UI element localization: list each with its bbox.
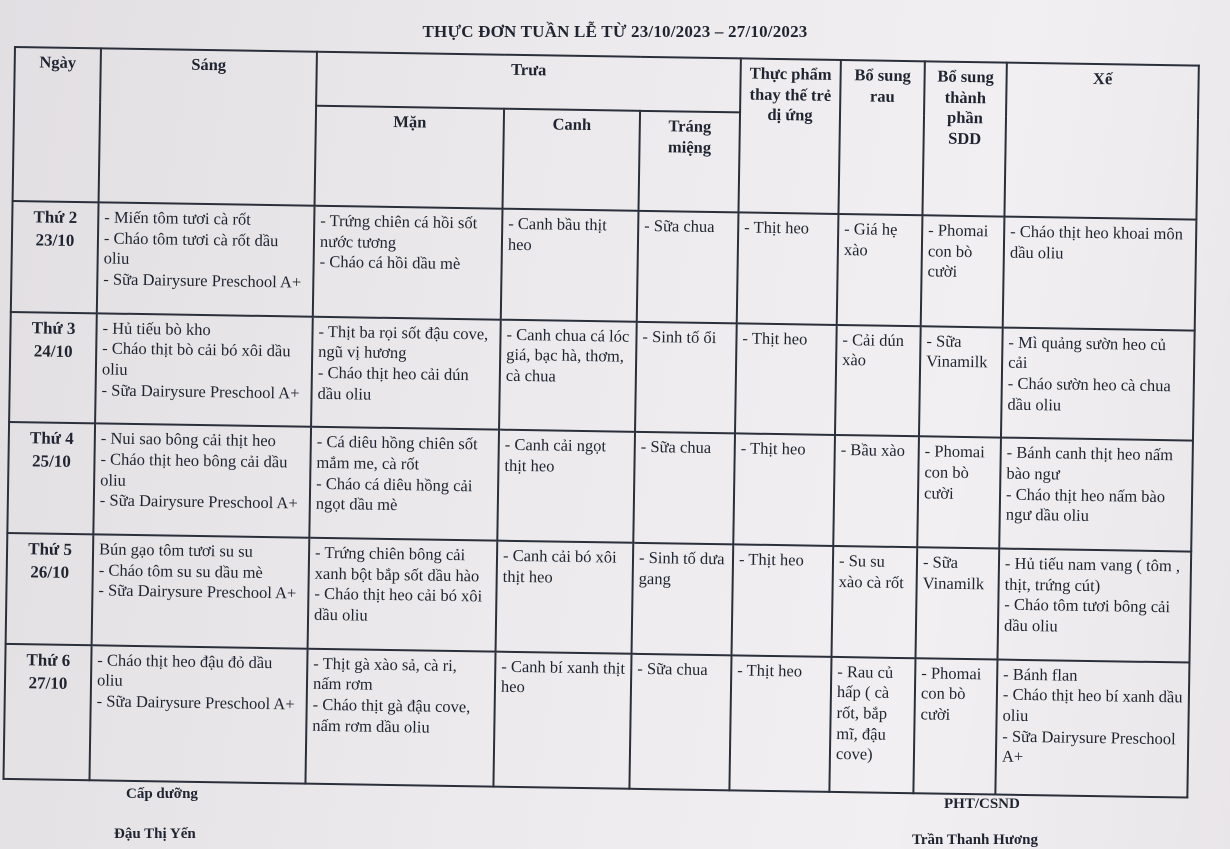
menu-table — [2, 46, 1199, 799]
footer-left-name: Đậu Thị Yến — [114, 826, 196, 842]
day-date: 25/10 — [31, 451, 71, 472]
menu-item: - Sữa Dairysure Preschool A+ — [101, 379, 300, 403]
cell-trang-mieng — [633, 432, 735, 544]
menu-item: - Thịt heo — [742, 328, 808, 349]
menu-item: - Cháo cá hồi dầu mè — [319, 252, 461, 274]
menu-item: - Sữa Dairysure Preschool A+ — [1001, 726, 1176, 767]
menu-item: - Mì quảng sườn heo củ cải — [1008, 332, 1167, 373]
cell-man — [308, 538, 498, 652]
menu-item: - Hủ tiếu nam vang ( tôm , thịt, trứng cút) — [1004, 553, 1181, 595]
cell-bo-sung-sdd — [913, 658, 997, 795]
cell-sang — [97, 202, 315, 316]
menu-item: - Nui sao bông cải thịt heo — [100, 428, 277, 451]
menu-item: - Phomai con bò cười — [923, 441, 985, 503]
menu-item: - Sinh tố dưa gang — [638, 547, 725, 588]
cell-thuc-pham — [735, 323, 837, 435]
cell-thuc-pham — [737, 212, 839, 324]
menu-item: - Canh chua cá lóc giá, bạc hà, thơm, cà chua — [505, 324, 630, 386]
menu-title: THỰC ĐƠN TUẦN LỄ TỪ 23/10/2023 – 27/10/2023 — [422, 22, 808, 41]
menu-item: - Cháo thịt heo cải bó xôi dầu oliu — [313, 584, 483, 625]
table-row — [6, 533, 1192, 662]
cell-sang — [89, 645, 307, 784]
header-ngay: Ngày — [13, 47, 101, 202]
menu-item: - Sữa Dairysure Preschool A+ — [98, 580, 297, 603]
menu-item: - Canh bí xanh thịt heo — [500, 656, 626, 697]
cell-man — [305, 648, 495, 786]
menu-item: - Trứng chiên bông cải xanh bột bắp sốt dầu hào — [314, 542, 480, 585]
menu-item: - Canh cải bó xôi thịt heo — [502, 545, 617, 587]
cell-day — [11, 201, 99, 313]
cell-xe — [1003, 217, 1197, 331]
day-date: 26/10 — [30, 562, 70, 582]
menu-item: - Sữa Dairysure Preschool A+ — [103, 269, 302, 292]
cell-man — [311, 316, 501, 430]
table-row — [9, 312, 1195, 441]
header-xe: Xế — [1004, 63, 1198, 220]
cell-bo-sung-rau — [837, 214, 923, 326]
menu-item: - Thịt heo — [738, 549, 804, 570]
footer-left-role: Cấp dưỡng — [126, 786, 198, 802]
menu-item: Bún gạo tôm tươi su su — [98, 539, 254, 561]
cell-day — [6, 533, 94, 645]
cell-thuc-pham — [733, 434, 835, 546]
menu-item: - Bánh flan — [1003, 664, 1078, 685]
header-man: Mặn — [315, 106, 505, 209]
cell-bo-sung-rau — [835, 325, 921, 437]
header-canh: Canh — [503, 109, 641, 211]
cell-thuc-pham — [729, 655, 831, 792]
day-label: Thứ 6 — [26, 649, 71, 670]
menu-item: - Cháo cá diêu hồng cải ngọt dầu mè — [315, 473, 473, 515]
day-date: 24/10 — [33, 340, 73, 361]
menu-item: - Cháo thịt gà đậu cove, nấm rơm dầu oliu — [312, 694, 471, 737]
menu-item: - Cháo thịt heo nấm bào ngư dầu oliu — [1005, 484, 1166, 526]
cell-sang — [95, 313, 313, 427]
cell-trang-mieng — [637, 211, 739, 323]
cell-xe — [998, 549, 1192, 663]
menu-item: - Sữa Vinamilk — [926, 331, 988, 372]
menu-item: - Thịt heo — [744, 217, 810, 238]
menu-item: - Thịt gà xào sả, cà ri, nấm rơm — [312, 653, 458, 694]
menu-item: - Thịt ba rọi sốt đậu cove, ngũ vị hương — [318, 321, 489, 363]
menu-item: - Cháo thịt bò cải bó xôi dầu oliu — [101, 338, 291, 379]
menu-item: - Cháo tôm su su dầu mè — [98, 559, 263, 582]
header-thuc-pham: Thực phẩm thay thế trẻ dị ứng — [738, 58, 840, 214]
menu-item: - Sữa chua — [644, 215, 715, 237]
menu-item: - Cháo thịt heo bông cải dầu oliu — [100, 449, 288, 490]
menu-item: - Hủ tiếu bò kho — [102, 318, 211, 339]
menu-item: - Bầu xào — [840, 440, 906, 461]
cell-bo-sung-rau — [832, 546, 918, 658]
cell-bo-sung-sdd — [919, 326, 1003, 438]
menu-item: - Cháo thịt heo đậu đỏ dầu oliu — [96, 650, 273, 691]
menu-item: - Sữa chua — [640, 437, 712, 458]
menu-item: - Cá diêu hồng chiên sốt mắm me, cà rốt — [316, 432, 478, 474]
day-label: Thứ 2 — [33, 207, 78, 228]
menu-item: - Cháo tôm tươi bông cải dầu oliu — [1003, 594, 1171, 636]
cell-trang-mieng — [629, 653, 731, 790]
day-date: 27/10 — [28, 672, 68, 693]
menu-item: - Cháo sườn heo cà chua dầu oliu — [1007, 373, 1171, 415]
header-trang-mieng: Tráng miệng — [638, 111, 740, 213]
menu-item: - Rau củ hấp ( cà rốt, bắp mĩ, đậu cove) — [835, 661, 894, 764]
menu-item: - Miến tôm tươi cà rốt — [104, 207, 251, 229]
menu-item: - Thịt heo — [737, 660, 803, 681]
menu-item: - Canh bầu thịt heo — [507, 213, 607, 254]
cell-xe — [995, 659, 1189, 797]
menu-item: - Su su xào cà rốt — [838, 550, 904, 592]
cell-man — [313, 206, 503, 320]
cell-sang — [92, 534, 310, 648]
cell-trang-mieng — [632, 543, 734, 655]
menu-item: - Phomai con bò cười — [927, 220, 989, 282]
menu-item: - Cải dún xào — [842, 329, 905, 370]
menu-item: - Sữa Dairysure Preschool A+ — [96, 691, 295, 714]
menu-body — [3, 201, 1196, 798]
header-trua: Trưa — [316, 52, 741, 113]
cell-bo-sung-rau — [829, 657, 915, 794]
cell-canh — [496, 541, 634, 654]
cell-xe — [999, 438, 1193, 552]
menu-item: - Thịt heo — [740, 438, 806, 459]
day-date: 23/10 — [35, 230, 75, 250]
menu-item: - Trứng chiên cá hồi sốt nước tương — [319, 210, 478, 252]
menu-item: - Sữa Dairysure Preschool A+ — [99, 490, 298, 513]
header-sang: Sáng — [99, 48, 317, 205]
day-label: Thứ 5 — [28, 539, 73, 559]
menu-item: - Cháo thịt heo bí xanh dầu oliu — [1002, 684, 1183, 725]
cell-sang — [93, 424, 311, 538]
cell-thuc-pham — [732, 544, 834, 656]
cell-bo-sung-sdd — [921, 215, 1005, 327]
footer-right-role: PHT/CSND — [944, 796, 1020, 812]
menu-item: - Sữa chua — [637, 658, 708, 679]
header-bo-sung-rau: Bổ sung rau — [838, 60, 924, 215]
menu-item: - Sữa Vinamilk — [922, 552, 985, 593]
cell-day — [9, 312, 97, 424]
footer-right-name: Trần Thanh Hương — [912, 832, 1038, 848]
menu-item: - Cháo tôm tươi cà rốt dầu oliu — [103, 228, 279, 269]
day-label: Thứ 3 — [31, 317, 76, 338]
day-label: Thứ 4 — [29, 428, 74, 449]
cell-canh — [497, 430, 635, 543]
cell-day — [7, 422, 95, 534]
table-row — [11, 201, 1197, 330]
cell-man — [309, 427, 499, 541]
cell-canh — [499, 319, 637, 432]
cell-bo-sung-sdd — [917, 437, 1001, 549]
menu-item: - Giá hẹ xào — [843, 219, 898, 260]
cell-day — [3, 644, 91, 781]
menu-item: - Cháo thịt heo khoai môn dầu oliu — [1009, 221, 1184, 263]
table-row — [7, 422, 1193, 551]
cell-xe — [1001, 327, 1195, 441]
cell-bo-sung-sdd — [916, 547, 1000, 659]
menu-item: - Bánh canh thịt heo nấm bào ngư — [1006, 442, 1174, 484]
menu-table-wrapper — [2, 46, 1197, 799]
menu-item: - Sinh tố ổi — [642, 326, 717, 347]
table-row — [3, 644, 1189, 798]
cell-trang-mieng — [635, 321, 737, 433]
header-bo-sung-sdd: Bổ sung thành phần SDD — [922, 61, 1006, 216]
menu-item: - Canh cải ngọt thịt heo — [504, 435, 607, 476]
menu-item: - Cháo thịt heo cải dún dầu oliu — [317, 362, 469, 404]
cell-canh — [493, 651, 631, 788]
cell-canh — [501, 209, 639, 322]
cell-bo-sung-rau — [833, 435, 919, 547]
menu-item: - Phomai con bò cười — [920, 662, 982, 724]
